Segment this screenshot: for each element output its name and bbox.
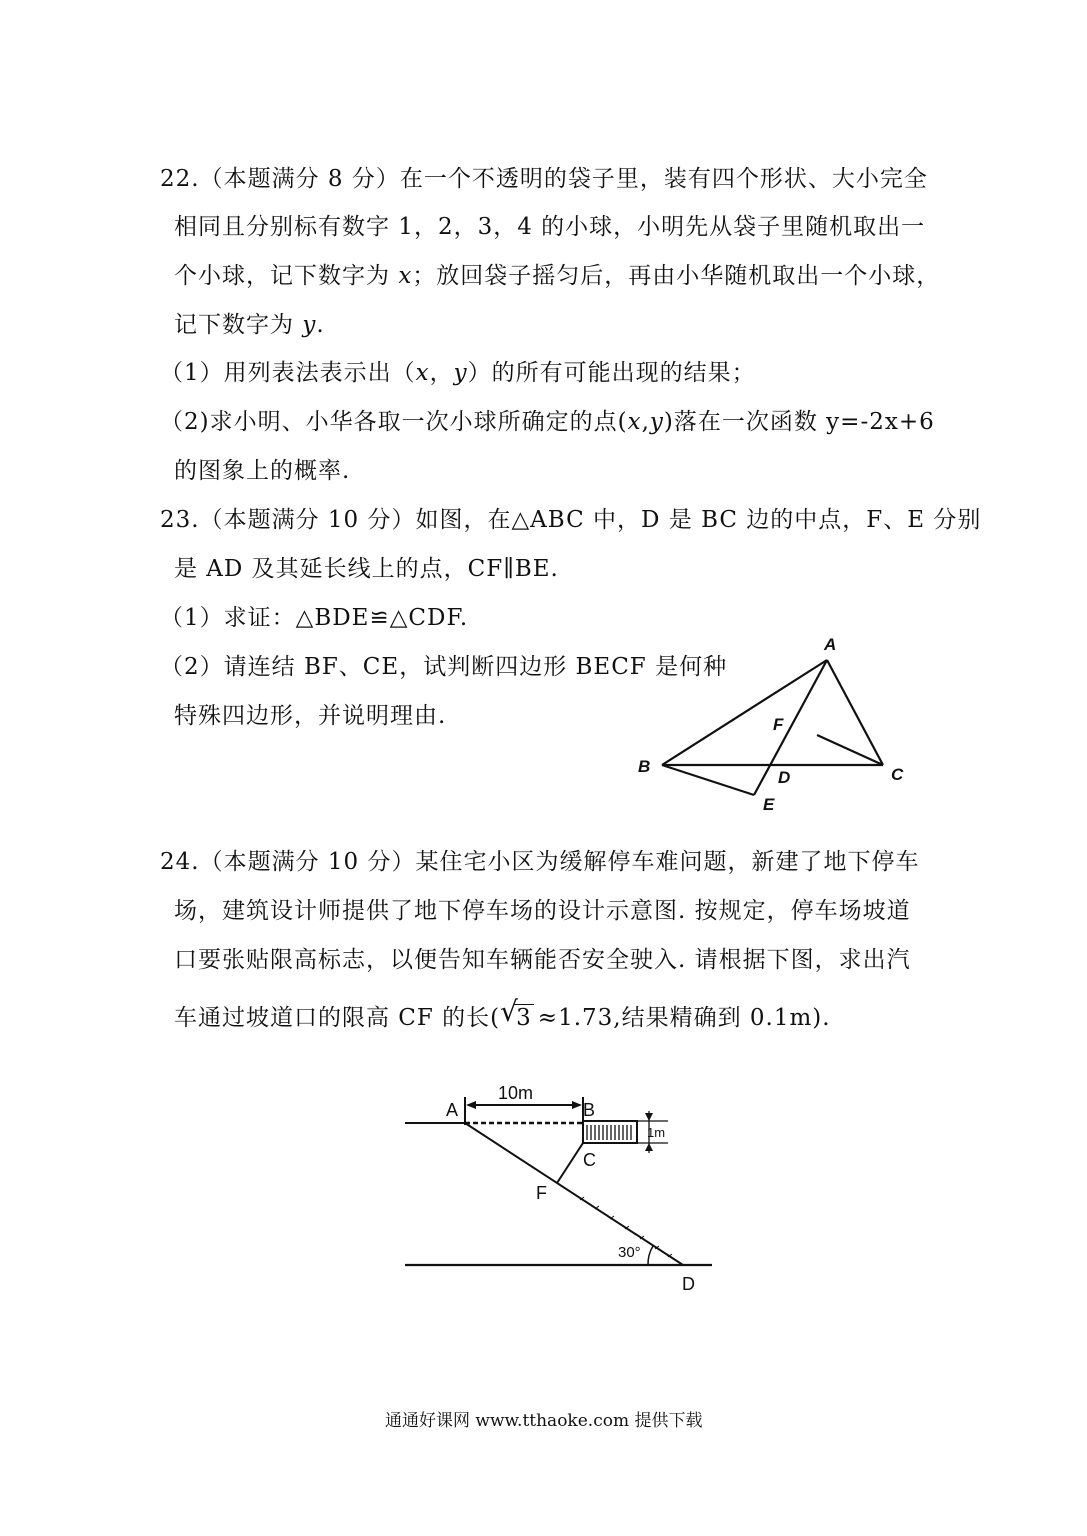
q24-line-2: 场，建筑设计师提供了地下停车场的设计示意图. 按规定，停车场坡道 (174, 898, 911, 924)
q22-part-2-y: y (649, 409, 664, 435)
label-b: B (583, 1100, 596, 1120)
label-b: B (638, 757, 651, 776)
q22-line-3 (174, 261, 940, 291)
label-1m: 1m (647, 1125, 666, 1140)
segment-cf (557, 1143, 583, 1183)
label-a: A (446, 1100, 459, 1120)
q22-part-2-comma: , (641, 409, 650, 435)
label-c: C (891, 765, 904, 784)
segment-ae (754, 660, 827, 795)
q22-part-1-y: y (453, 360, 468, 386)
q24-line-1: 24.（本题满分 10 分）某住宅小区为缓解停车难问题，新建了地下停车 (160, 849, 920, 875)
q22-part-2-cont: 的图象上的概率. (174, 458, 351, 484)
q24-line-4-text-c: ,结果精确到 0.1m). (613, 1005, 831, 1031)
q22-part-2-x: x (627, 409, 642, 435)
label-f: F (536, 1183, 547, 1203)
q22-line-3-text-a: 个小球，记下数字为 (174, 263, 399, 289)
sqrt-radicand: 3 (516, 1005, 532, 1031)
label-f: F (773, 715, 784, 734)
segment-ac (827, 660, 883, 765)
q22-part-2 (160, 407, 935, 437)
slope-ad (465, 1123, 683, 1265)
q23-part-2-cont: 特殊四边形，并说明理由. (174, 703, 447, 729)
q22-part-1 (160, 358, 756, 388)
q24-ramp-figure (400, 1075, 720, 1295)
q22-part-1-x: x (415, 360, 430, 386)
q22-line-1: 22.（本题满分 8 分）在一个不透明的袋子里，装有四个形状、大小完全 (160, 166, 928, 192)
q24-line-4 (174, 995, 831, 1033)
q24-line-4-text-a: 车通过坡道口的限高 CF 的长( (174, 1005, 501, 1031)
angle-arc-30 (648, 1246, 653, 1265)
segment-be (662, 765, 754, 795)
label-d: D (778, 768, 791, 787)
page-footer: 通通好课网 www.tthaoke.com 提供下载 (385, 1411, 703, 1431)
label-10m: 10m (498, 1083, 534, 1103)
q23-triangle-figure (630, 630, 910, 820)
label-d: D (682, 1274, 695, 1294)
label-c: C (583, 1150, 596, 1170)
q22-line-3-text-b: ；放回袋子摇匀后，再由小华随机取出一个小球， (412, 263, 941, 289)
q22-part-1-comma: ， (429, 360, 454, 386)
q24-line-3: 口要张贴限高标志，以便告知车辆能否安全驶入. 请根据下图，求出汽 (174, 947, 911, 973)
q22-part-1-text-b: ）的所有可能出现的结果； (467, 360, 756, 386)
q22-part-1-text-a: （1）用列表法表示出（ (160, 360, 416, 386)
q22-var-y: y (302, 312, 317, 338)
q22-line-2: 相同且分别标有数字 1，2，3，4 的小球，小明先从袋子里随机取出一 (174, 214, 926, 240)
q24-approx-value: ≈1.73 (537, 1005, 614, 1031)
q22-part-2-text-a: （2)求小明、小华各取一次小球所确定的点( (160, 409, 628, 435)
label-30deg: 30° (618, 1244, 641, 1261)
q22-part-2-text-b: )落在一次函数 y=-2x+6 (663, 409, 935, 435)
q22-line-4-text-b: . (316, 312, 325, 338)
q23-part-2: （2）请连结 BF、CE，试判断四边形 BECF 是何种 (160, 654, 728, 680)
segment-ab (662, 660, 827, 765)
segment-cf (817, 735, 883, 765)
q22-line-4-text-a: 记下数字为 (174, 312, 303, 338)
label-a: A (824, 635, 837, 654)
q22-var-x: x (398, 263, 413, 289)
q23-line-2: 是 AD 及其延长线上的点，CF∥BE. (174, 556, 559, 582)
q23-part-1: （1）求证：△BDE≌△CDF. (160, 605, 469, 631)
sqrt-symbol: √ 3 (500, 995, 532, 1031)
label-e: E (763, 795, 775, 814)
q23-line-1: 23.（本题满分 10 分）如图，在△ABC 中，D 是 BC 边的中点，F、E 分别 (160, 507, 982, 533)
q22-line-4 (174, 310, 325, 340)
